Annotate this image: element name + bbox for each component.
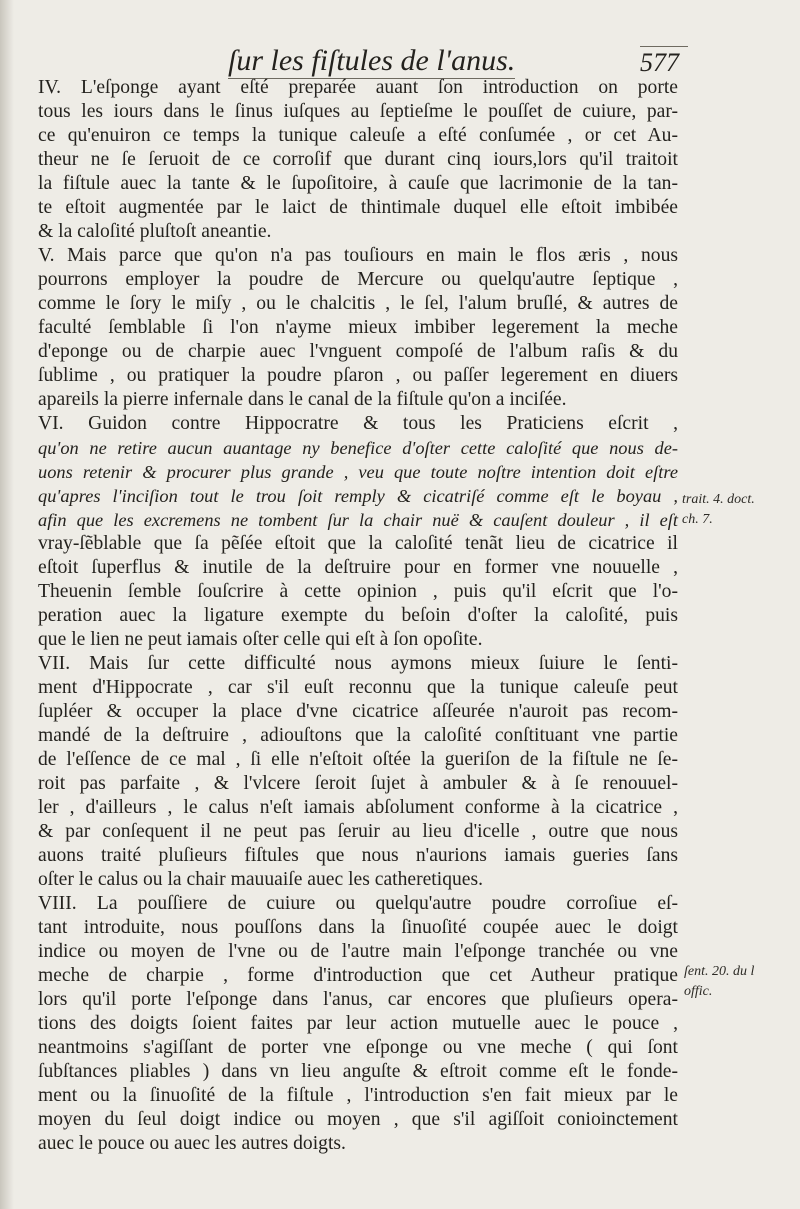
- text-line: faculté ſemblable ſi l'on n'ayme mieux imbiber legerement la meche: [38, 317, 678, 338]
- text-line: lors qu'il porte l'eſponge dans l'anus, car encores que pluſieurs opera-: [38, 989, 678, 1010]
- text-line: IV. L'eſponge ayant eſté preparée auant ſon introduction on porte: [38, 77, 678, 98]
- marginal-note-2: [684, 962, 754, 1002]
- text-line: qu'on ne retire aucun auantage ny benefice d'oſter cette caloſité que nous de-: [38, 438, 678, 458]
- gutter-shadow: [0, 0, 14, 1209]
- text-line: ce qu'enuiron ce temps la tunique caleuſe a eſté conſumée , or cet Au-: [38, 125, 678, 146]
- text-line: pourrons employer la poudre de Mercure ou quelqu'autre ſeptique ,: [38, 269, 678, 290]
- text-line: de l'eſſence de ce mal , ſi elle n'eſtoit oſtée la gueriſon de la fiſtule ne ſe-: [38, 749, 678, 770]
- text-line: tant introduite, nous pouſſons dans la ſinuoſité coupée auec le doigt: [38, 917, 678, 938]
- text-line: ſubſtances pliables ) dans vn lieu anguſte & eſtroit comme eſt le fonde-: [38, 1061, 678, 1082]
- text-line: tions des doigts ſoient faites par leur action mutuelle auec le pouce ,: [38, 1013, 678, 1034]
- text-line: theur ne ſe ſeruoit de ce corroſif que durant cinq iours,lors qu'il traitoit: [38, 149, 678, 170]
- text-line: VI. Guidon contre Hippocratre & tous les Praticiens eſcrit ,: [38, 413, 678, 434]
- text-line: que le lien ne peut iamais oſter celle qui eſt à ſon opoſite.: [38, 629, 483, 650]
- text-line: ſublime , ou pratiquer la poudre pſaron , ou paſſer legerement en diuers: [38, 365, 678, 386]
- text-line: mandé de la deſtruire , adiouſtons que la caloſité conſtituant vne partie: [38, 725, 678, 746]
- text-line: ler , d'ailleurs , le calus n'eſt iamais abſolument conforme à la cicatrice ,: [38, 797, 678, 818]
- text-line: meche de charpie , forme d'introduction que cet Autheur pratique: [38, 965, 678, 986]
- text-line: ſupléer & occuper la place d'vne cicatrice aſſeurée n'auroit pas recom-: [38, 701, 678, 722]
- text-line: apareils la pierre infernale dans le canal de la fiſtule qu'on a inciſée.: [38, 389, 567, 410]
- text-line: VIII. La pouſſiere de cuiure ou quelqu'autre poudre corroſiue eſ-: [38, 893, 678, 914]
- text-line: comme le ſory le miſy , ou le chalcitis , le ſel, l'alum bruſlé, & autres de: [38, 293, 678, 314]
- text-line: indice ou moyen de l'vne ou de l'autre main l'eſponge tranchée ou vne: [38, 941, 678, 962]
- text-line: afin que les excremens ne tombent ſur la chair nuë & cauſent douleur , il eſt: [38, 510, 678, 530]
- text-line: tous les iours dans le ſinus iuſques au ſeptieſme le pouſſet de cuiure, par-: [38, 101, 678, 122]
- text-line: V. Mais parce que qu'on n'a pas touſiours en main le flos æris , nous: [38, 245, 678, 266]
- marginal-note-line: offic.: [684, 984, 713, 999]
- text-line: peration auec la ligature exempte du beſoin d'oſter la caloſité, puis: [38, 605, 678, 626]
- marginal-note-line: ſent. 20. du l: [684, 964, 755, 979]
- text-line: ment d'Hippocrate , car s'il euſt reconnu que la tunique caleuſe peut: [38, 677, 678, 698]
- text-line: qu'apres l'inciſion tout le trou ſoit remply & cicatriſé comme eſt le boyau ,: [38, 486, 678, 506]
- running-title: ſur les fiſtules de l'anus.: [228, 44, 516, 77]
- text-line: auons traité pluſieurs fiſtules que nous n'aurions iamais gueries ſans: [38, 845, 678, 866]
- page-number: 577: [640, 48, 679, 77]
- text-line: ment ou la ſinuoſité de la fiſtule , l'introduction s'en fait mieux par le: [38, 1085, 678, 1106]
- text-line: te eſtoit augmentée par le laict de thintimale duquel elle eſtoit imbibée: [38, 197, 678, 218]
- text-line: moyen du ſeul doigt indice ou moyen , que s'il agiſſoit conioinctement: [38, 1109, 678, 1130]
- text-line: Theuenin ſemble ſouſcrire à cette opinion , puis qu'il eſcrit que l'o-: [38, 581, 678, 602]
- text-line: vray-ſẽblable que ſa pẽſée eſtoit que la caloſité tenãt lieu de cicatrice il: [38, 533, 678, 554]
- marginal-note-line: ch. 7.: [682, 512, 713, 527]
- text-line: & la caloſité pluſtoſt aneantie.: [38, 221, 272, 242]
- text-line: uons retenir & procurer plus grande , veu que toute noſtre intention doit eſtre: [38, 462, 678, 482]
- marginal-note-1: [682, 490, 755, 530]
- text-line: eſtoit ſuperflus & inutile de la deſtruire pour en former vne nouuelle ,: [38, 557, 678, 578]
- text-line: neantmoins s'agiſſant de porter vne eſponge ou vne meche ( qui ſont: [38, 1037, 678, 1058]
- text-line: & par conſequent il ne peut pas ſeruir au lieu d'icelle , outre que nous: [38, 821, 678, 842]
- text-line: roit pas parfaite , & l'vlcere ſeroit ſujet à ambuler & à ſe renouuel-: [38, 773, 678, 794]
- text-line: VII. Mais ſur cette difficulté nous aymons mieux ſuiure le ſenti-: [38, 653, 678, 674]
- text-line: auec le pouce ou auec les autres doigts.: [38, 1133, 346, 1154]
- text-line: oſter le calus ou la chair mauuaiſe auec les catheretiques.: [38, 869, 484, 890]
- text-line: d'eponge ou de charpie auec l'vnguent compoſé de l'album raſis & du: [38, 341, 678, 362]
- text-line: la fiſtule auec la tante & le ſupoſitoire, à cauſe que lacrimonie de la tan-: [38, 173, 678, 194]
- marginal-note-line: trait. 4. doct.: [682, 492, 755, 507]
